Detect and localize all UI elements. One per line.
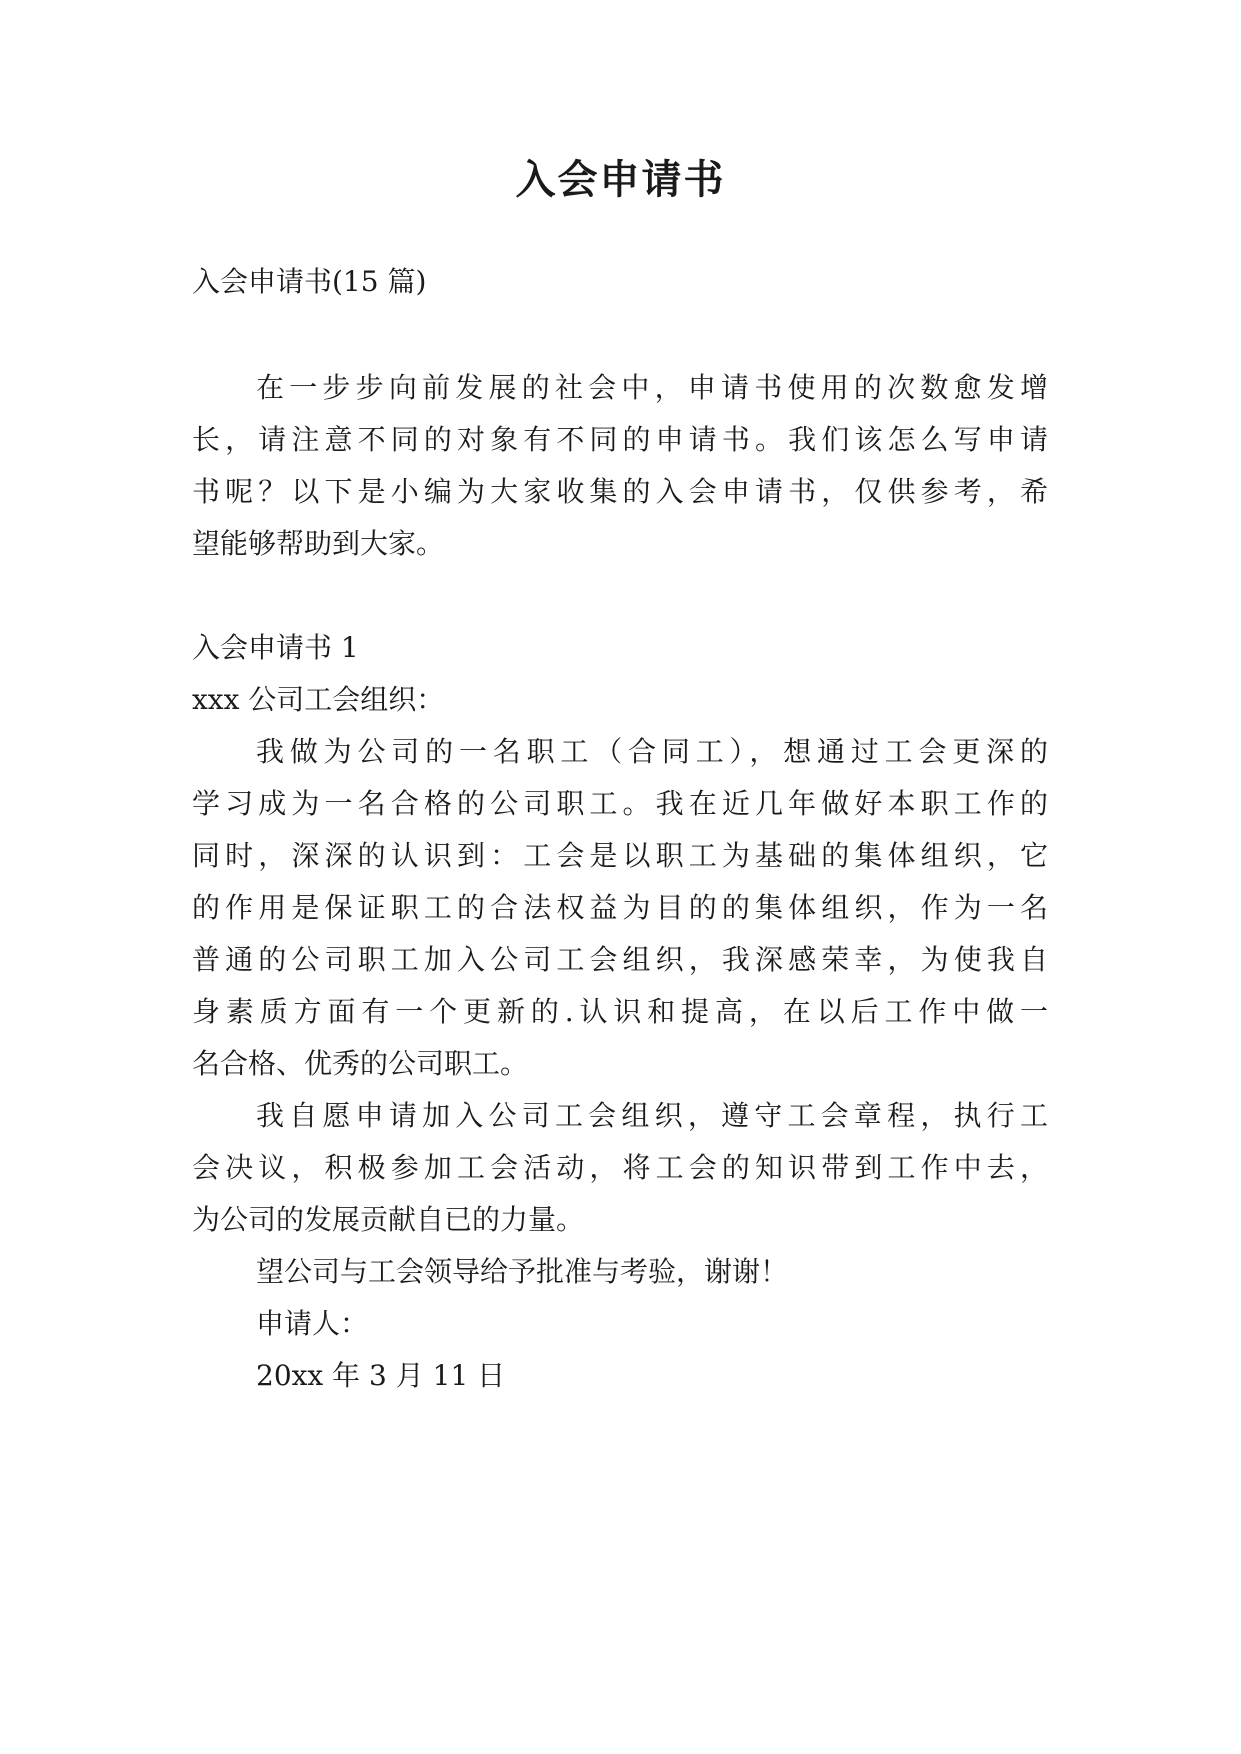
intro-line-4: 望能够帮助到大家。 <box>192 527 445 560</box>
paragraph2-line-1: 我自愿申请加入公司工会组织，遵守工会章程，执行工 <box>256 1099 1048 1132</box>
document-title: 入会申请书 <box>515 157 726 203</box>
paragraph1-line-5: 普通的公司职工加入公司工会组织，我深感荣幸，为使我自 <box>192 943 1048 976</box>
document-subtitle: 入会申请书(15 篇) <box>192 265 427 298</box>
date-line: 20xx 年 3 月 11 日 <box>256 1359 506 1392</box>
paragraph1-line-4: 的作用是保证职工的合法权益为目的的集体组织，作为一名 <box>192 891 1048 924</box>
paragraph1-line-7: 名合格、优秀的公司职工。 <box>192 1047 529 1080</box>
section-heading: 入会申请书 1 <box>192 631 359 664</box>
paragraph1-line-2: 学习成为一名合格的公司职工。我在近几年做好本职工作的 <box>192 787 1048 820</box>
paragraph1-line-1: 我做为公司的一名职工（合同工），想通过工会更深的 <box>256 735 1048 768</box>
closing-line: 望公司与工会领导给予批准与考验，谢谢！ <box>256 1255 789 1288</box>
paragraph1-line-6: 身素质方面有一个更新的.认识和提高，在以后工作中做一 <box>192 995 1048 1028</box>
salutation: xxx 公司工会组织： <box>192 683 445 716</box>
paragraph1-line-3: 同时，深深的认识到：工会是以职工为基础的集体组织，它 <box>192 839 1048 872</box>
paragraph2-line-2: 会决议，积极参加工会活动，将工会的知识带到工作中去， <box>192 1151 1048 1184</box>
applicant-label: 申请人： <box>256 1307 369 1340</box>
intro-line-1: 在一步步向前发展的社会中，申请书使用的次数愈发增 <box>256 371 1048 404</box>
paragraph2-line-3: 为公司的发展贡献自已的力量。 <box>192 1203 585 1236</box>
intro-line-3: 书呢？以下是小编为大家收集的入会申请书，仅供参考，希 <box>192 475 1048 508</box>
intro-line-2: 长，请注意不同的对象有不同的申请书。我们该怎么写申请 <box>192 423 1048 456</box>
